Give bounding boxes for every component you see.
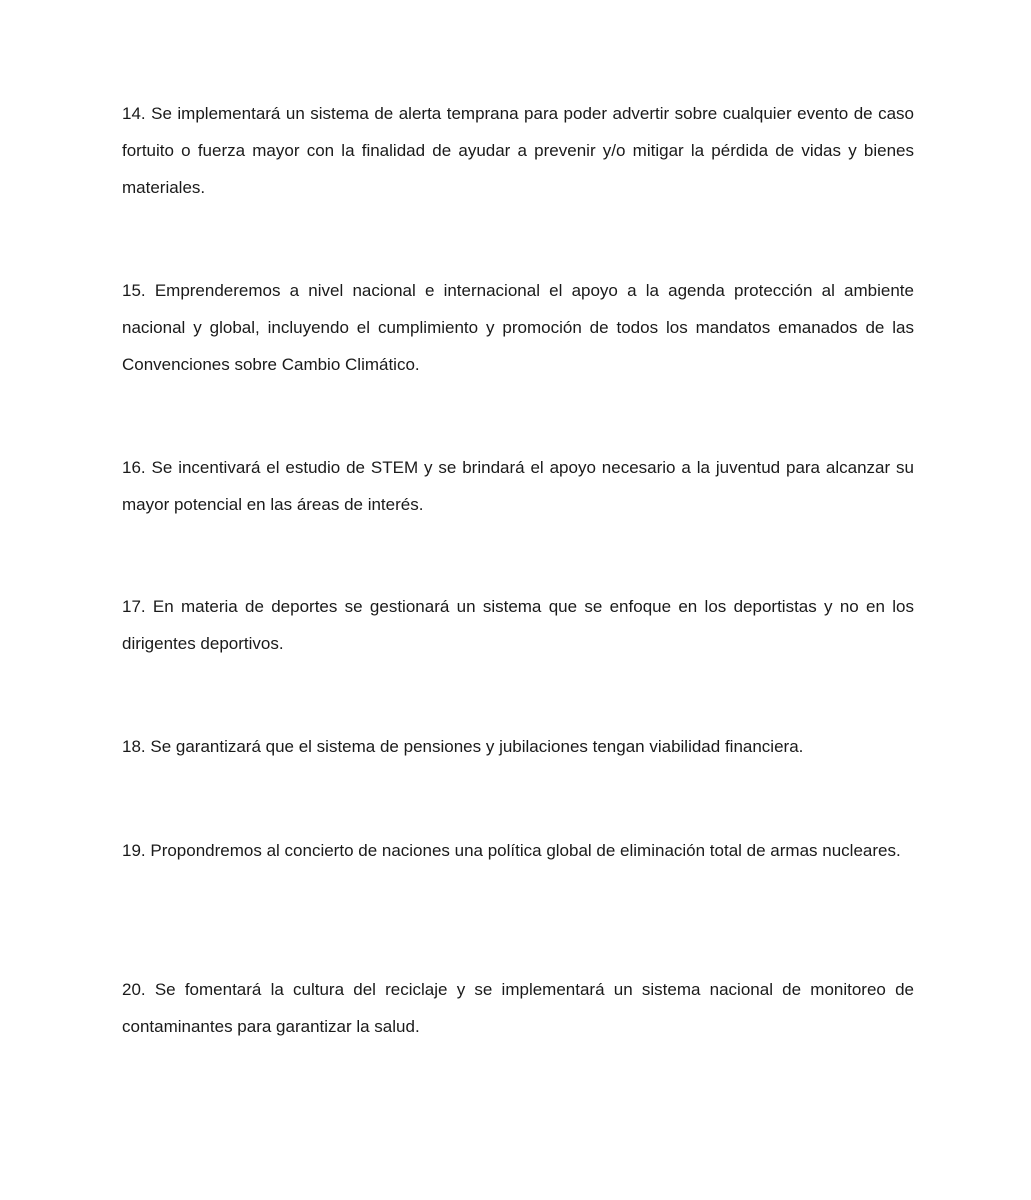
paragraph-item-19: 19. Propondremos al concierto de naciones una política global de eliminación total de armas nucleares. — [122, 841, 901, 860]
paragraph-item-15: 15. Emprenderemos a nivel nacional e internacional el apoyo a la agenda protección al ambiente nacional y global, incluyendo el cumplimiento y promoción de todos los mandatos emanados de las Convenciones sobre Cambio Climático. — [122, 281, 914, 374]
paragraph-item-16: 16. Se incentivará el estudio de STEM y se brindará el apoyo necesario a la juventud para alcanzar su mayor potencial en las áreas de interés. — [122, 458, 914, 514]
paragraph-item-17: 17. En materia de deportes se gestionará un sistema que se enfoque en los deportistas y no en los dirigentes deportivos. — [122, 597, 914, 653]
paragraph-item-18: 18. Se garantizará que el sistema de pensiones y jubilaciones tengan viabilidad financiera. — [122, 737, 804, 756]
paragraph-item-20: 20. Se fomentará la cultura del reciclaje y se implementará un sistema nacional de monitoreo de contaminantes para garantizar la salud. — [122, 980, 914, 1036]
paragraph-item-14: 14. Se implementará un sistema de alerta temprana para poder advertir sobre cualquier evento de caso fortuito o fuerza mayor con la finalidad de ayudar a prevenir y/o mitigar la pérdida de vidas y bienes materiales. — [122, 104, 914, 197]
